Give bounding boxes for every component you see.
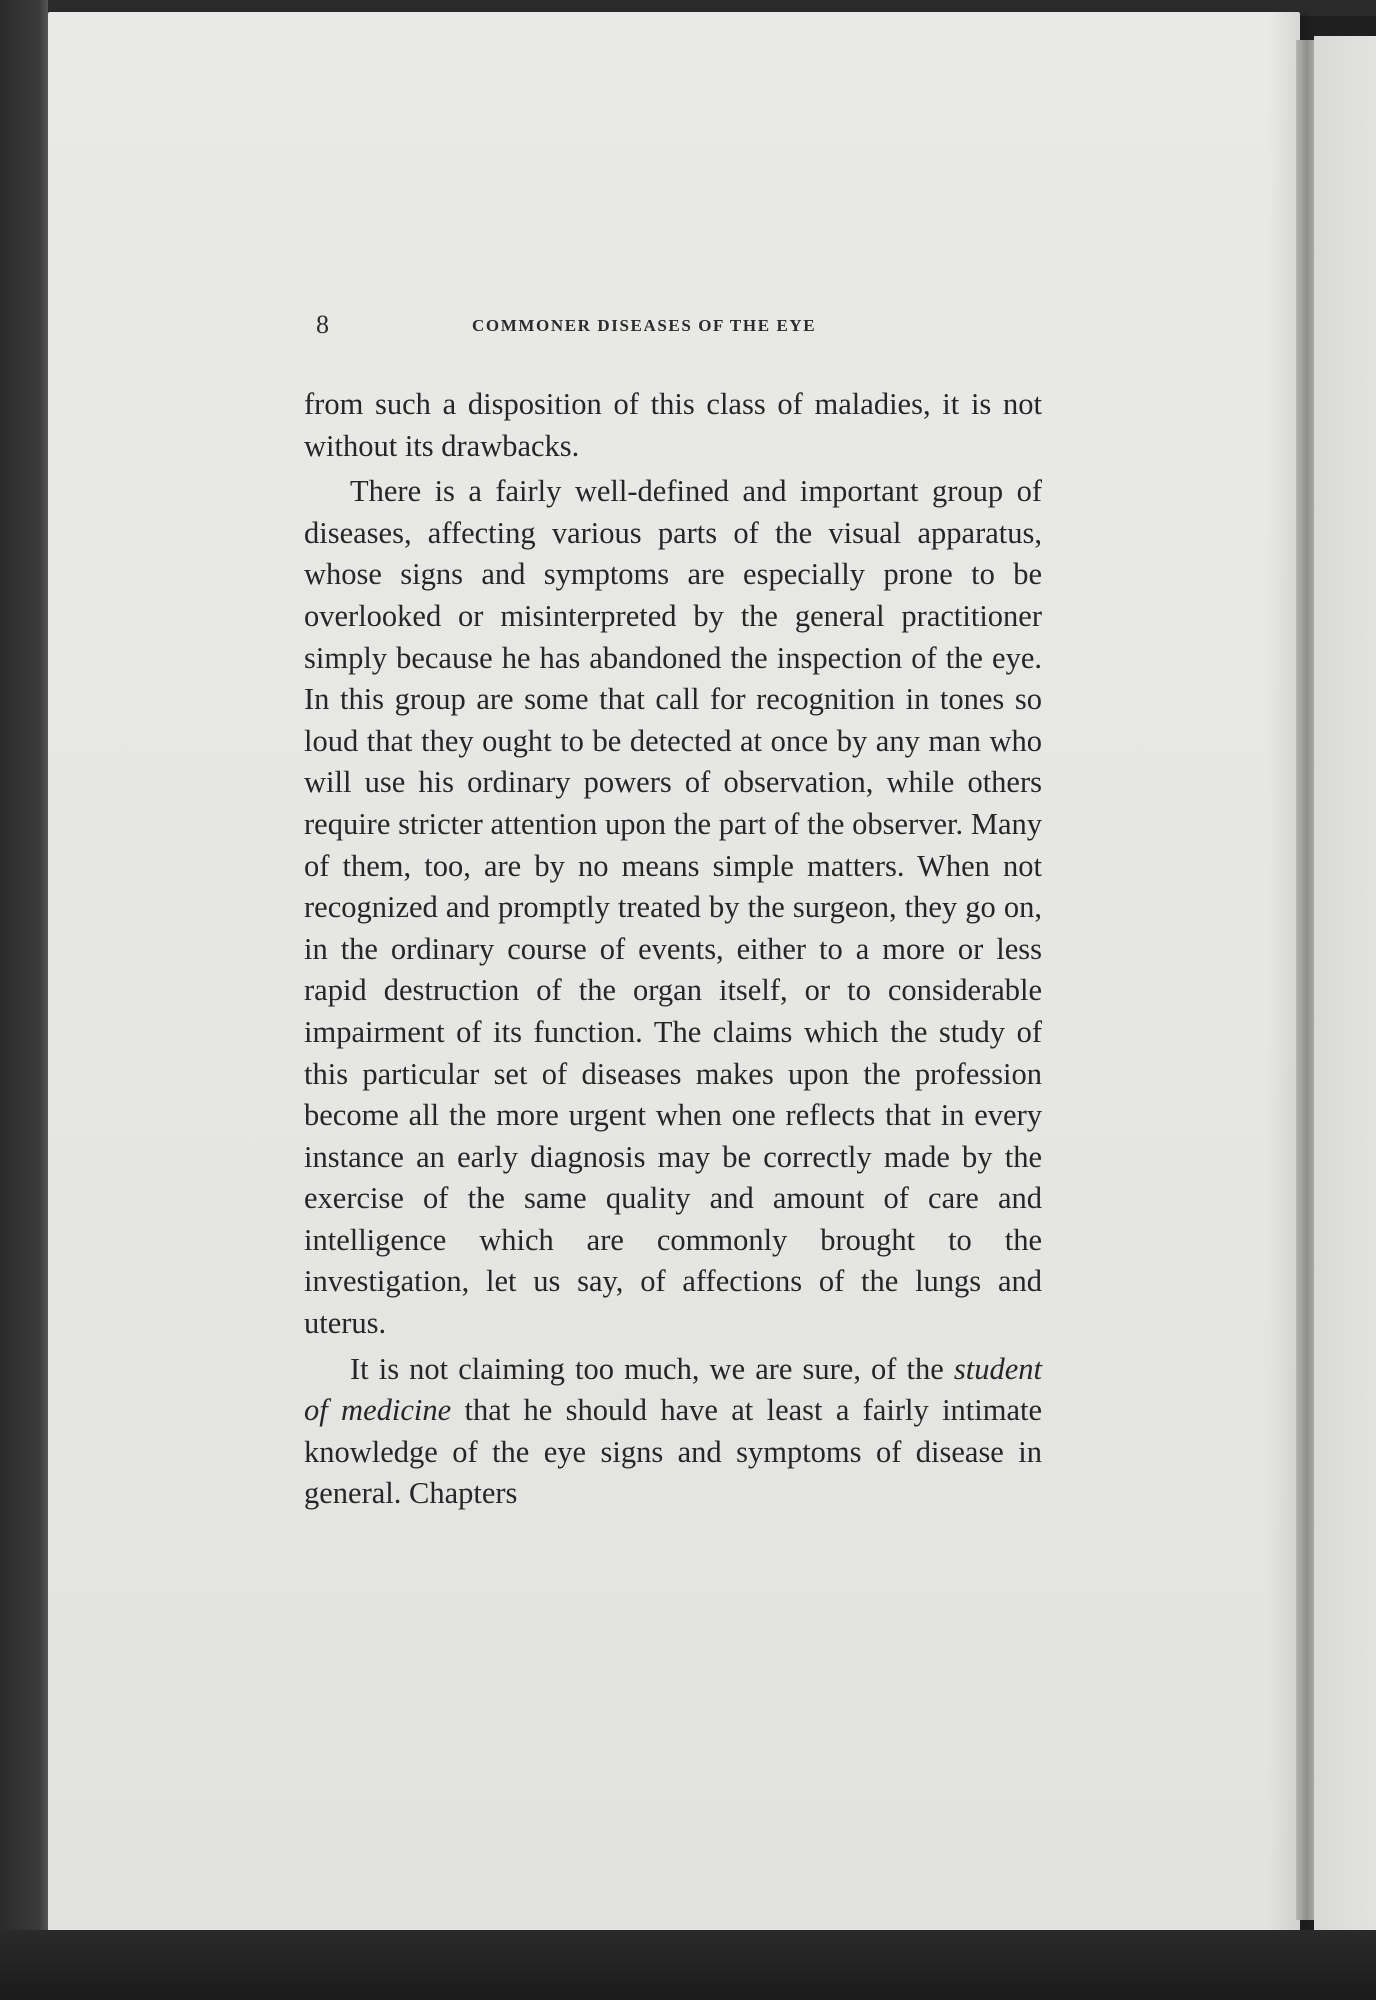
paragraph-continued: from such a disposition of this class of maladies, it is not without its drawbacks.: [304, 387, 1042, 463]
facing-page-edge: [1314, 36, 1376, 1936]
scan-left-border: [0, 0, 48, 2000]
running-title: COMMONER DISEASES OF THE EYE: [472, 316, 817, 335]
book-gutter: [1296, 40, 1314, 1920]
paragraph-text: that he should have at least a fairly intimate knowledge of the eye signs and symptoms of disease in general. Chapters: [304, 1393, 1043, 1511]
page-number: 8: [316, 310, 329, 339]
scan-bottom-border: [0, 1930, 1376, 2000]
paragraph: There is a fairly well-defined and important group of diseases, affecting various parts of the visual apparatus, whose signs and symptoms are especially prone to be overlooked or misinterpreted by the general practitioner simply because he has abandoned the inspection of the eye. In this group are some that call for recognition in tones so loud that they ought to be detected at once by any man who will use his ordinary powers of observation, while others require stricter attention upon the part of the observer. Many of them, too, are by no means simple matters. When not recognized and promptly treated by the surgeon, they go on, in the ordinary course of events, either to a more or less rapid destruction of the organ itself, or to considerable impairment of its function. The claims which the study of this particular set of diseases makes upon the profession become all the more urgent when one reflects that in every instance an early diagnosis may be correctly made by the exercise of the same quality and amount of care and intelligence which are commonly brought to the investigation, let us say, of affections of the lungs and uterus.: [304, 474, 1042, 1341]
running-header: [316, 310, 1036, 350]
paragraph: [304, 1349, 1042, 1515]
body-text: [304, 384, 1042, 1515]
italic-phrase: student of medicine: [304, 1351, 1042, 1428]
paragraph-text: It is not claiming too much, we are sure, of the: [350, 1351, 954, 1386]
